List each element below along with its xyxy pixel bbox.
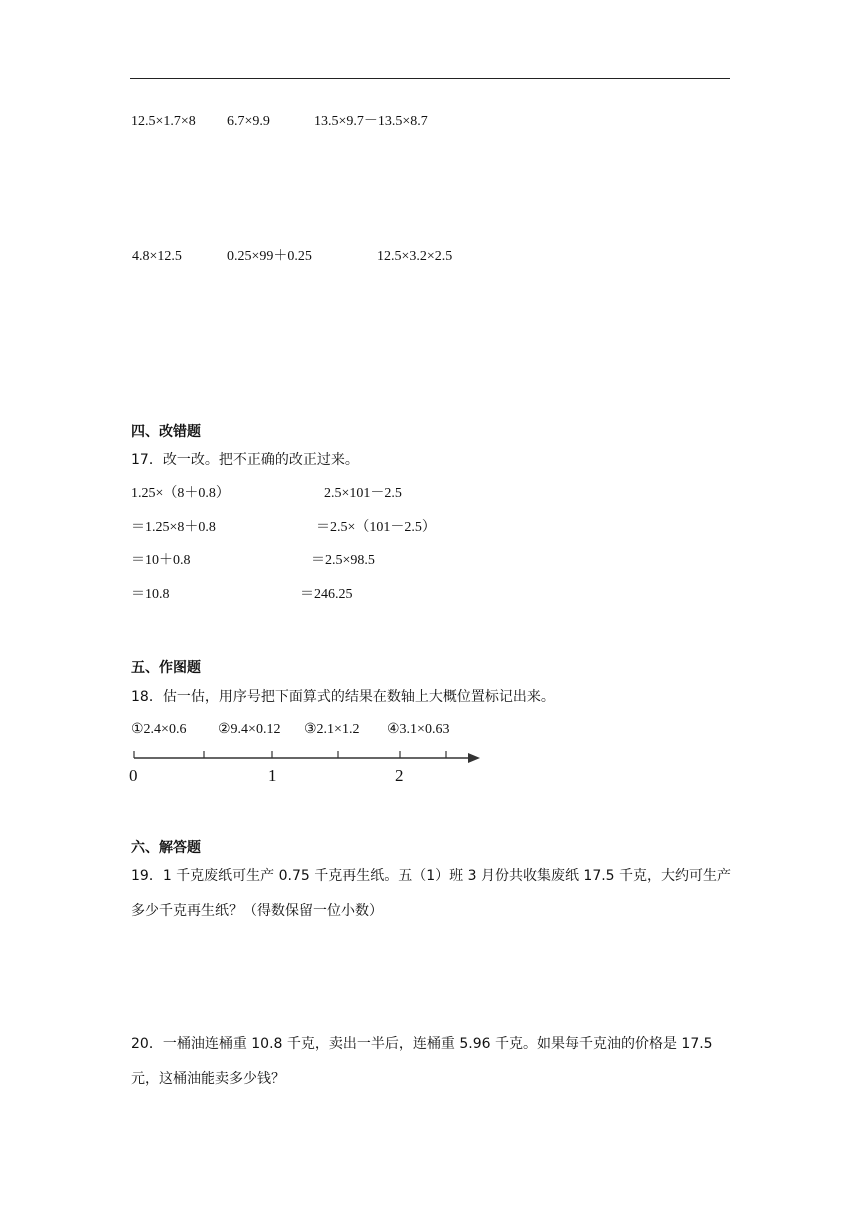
calc-expression-6: 12.5×3.2×2.5 (377, 249, 453, 264)
calc-expression-1: 12.5×1.7×8 (131, 114, 196, 129)
correction-right-line-3: ＝2.5×98.5 (311, 553, 375, 568)
question-20: 20．一桶油连桶重 10.8 千克，卖出一半后，连桶重 5.96 千克。如果每千克油的价格是 17.5 元，这桶油能卖多少钱？ (131, 1036, 713, 1087)
calc-expression-5: 0.25×99＋0.25 (227, 249, 312, 264)
header-rule (130, 78, 730, 79)
number-line (128, 745, 488, 769)
estimate-item-2: ②9.4×0.12 (218, 722, 281, 737)
section-title-drawing: 五、作图题 (131, 660, 201, 676)
correction-left-line-4: ＝10.8 (131, 587, 170, 602)
calc-expression-2: 6.7×9.9 (227, 114, 270, 129)
section-title-correction: 四、改错题 (131, 424, 201, 440)
number-line-arrow-icon (468, 753, 480, 763)
estimate-item-4: ④3.1×0.63 (387, 722, 450, 737)
correction-right-line-1: 2.5×101－2.5 (324, 486, 402, 501)
correction-right-line-2: ＝2.5×（101－2.5） (316, 520, 436, 535)
section-title-word-problems: 六、解答题 (131, 840, 201, 856)
question-17: 17．改一改。把不正确的改正过来。 (131, 452, 359, 468)
correction-right-line-4: ＝246.25 (300, 587, 353, 602)
estimate-item-1: ①2.4×0.6 (131, 722, 187, 737)
correction-left-line-2: ＝1.25×8＋0.8 (131, 520, 216, 535)
estimate-item-3: ③2.1×1.2 (304, 722, 360, 737)
correction-left-line-3: ＝10＋0.8 (131, 553, 191, 568)
axis-label-1: 1 (268, 766, 277, 785)
axis-label-2: 2 (395, 766, 404, 785)
axis-label-0: 0 (129, 766, 138, 785)
calc-expression-3: 13.5×9.7－13.5×8.7 (314, 114, 428, 129)
question-19: 19．1 千克废纸可生产 0.75 千克再生纸。五（1）班 3 月份共收集废纸 17.5 千克，大约可生产多少千克再生纸？（得数保留一位小数） (131, 868, 732, 919)
question-18: 18．估一估，用序号把下面算式的结果在数轴上大概位置标记出来。 (131, 689, 555, 705)
calc-expression-4: 4.8×12.5 (132, 249, 182, 264)
correction-left-line-1: 1.25×（8＋0.8） (131, 486, 230, 501)
